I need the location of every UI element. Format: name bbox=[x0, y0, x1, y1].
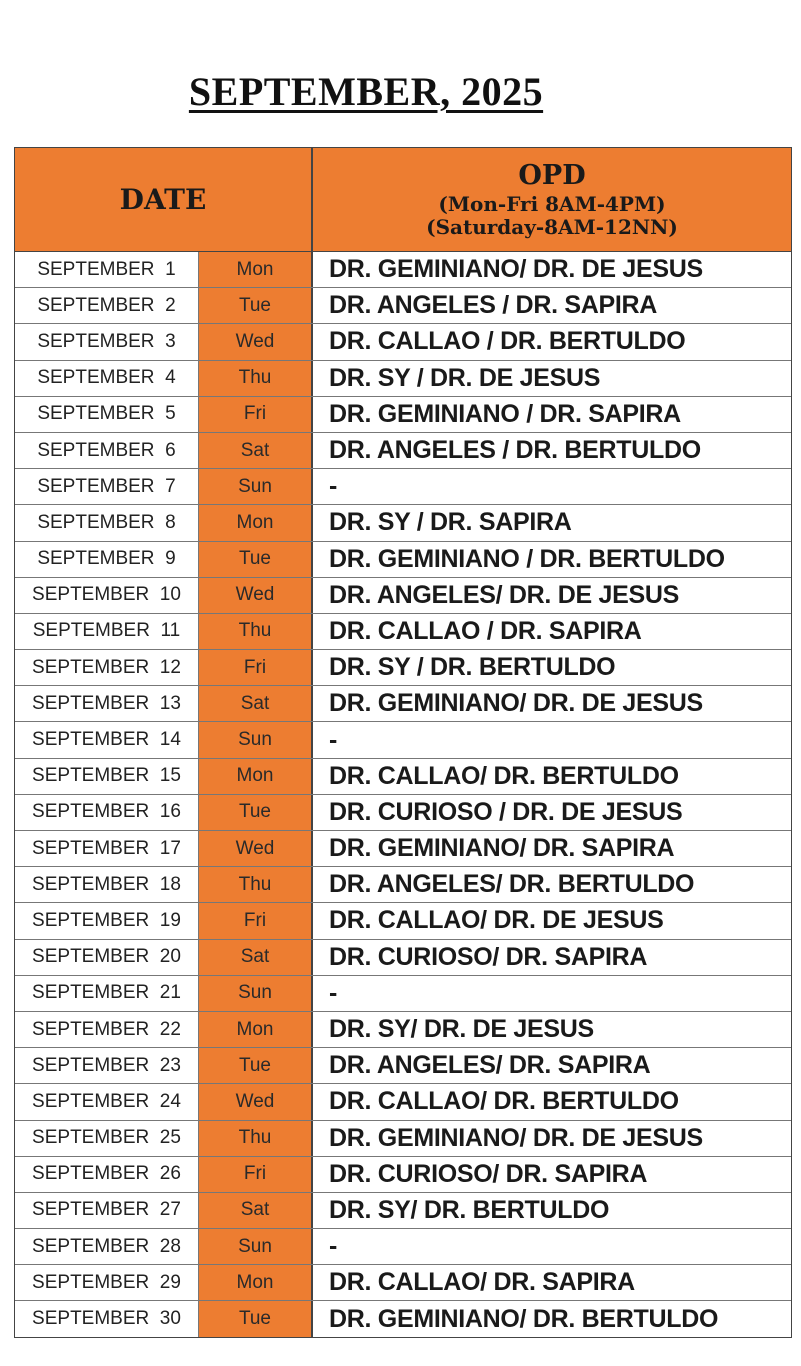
table-row bbox=[15, 578, 791, 614]
opd-doctors-cell: DR. CURIOSO / DR. DE JESUS bbox=[329, 797, 683, 826]
opd-doctors-cell: - bbox=[329, 725, 338, 754]
opd-doctors-cell: DR. GEMINIANO/ DR. BERTULDO bbox=[329, 1304, 719, 1333]
date-cell: SEPTEMBER 23 bbox=[15, 1048, 199, 1083]
opd-doctors-cell: DR. GEMINIANO/ DR. SAPIRA bbox=[329, 834, 675, 863]
weekday-cell: Wed bbox=[199, 578, 313, 613]
date-cell: SEPTEMBER 5 bbox=[15, 397, 199, 432]
table-header bbox=[15, 148, 791, 252]
weekday-cell: Fri bbox=[199, 397, 313, 432]
opd-doctors-cell: DR. CALLAO/ DR. SAPIRA bbox=[329, 1268, 635, 1297]
table-row bbox=[15, 1229, 791, 1265]
table-row bbox=[15, 831, 791, 867]
date-cell: SEPTEMBER 30 bbox=[15, 1301, 199, 1336]
weekday-cell: Wed bbox=[199, 324, 313, 359]
opd-doctors-cell: DR. ANGELES/ DR. DE JESUS bbox=[329, 580, 679, 609]
table-body bbox=[15, 252, 791, 1337]
date-cell: SEPTEMBER 17 bbox=[15, 831, 199, 866]
weekday-cell: Tue bbox=[199, 1048, 313, 1083]
weekday-cell: Thu bbox=[199, 1121, 313, 1156]
schedule-table bbox=[14, 147, 792, 1338]
date-cell: SEPTEMBER 2 bbox=[15, 288, 199, 323]
opd-doctors-cell: DR. SY/ DR. DE JESUS bbox=[329, 1015, 594, 1044]
weekday-cell: Mon bbox=[199, 1012, 313, 1047]
weekday-cell: Sat bbox=[199, 1193, 313, 1228]
weekday-cell: Sun bbox=[199, 469, 313, 504]
opd-doctors-cell: DR. GEMINIANO/ DR. DE JESUS bbox=[329, 1123, 703, 1152]
page-title: SEPTEMBER, 2025 bbox=[188, 69, 544, 114]
saturday-hours-label: (Saturday-8AM-12NN) bbox=[426, 215, 678, 240]
weekday-cell: Fri bbox=[199, 650, 313, 685]
date-cell: SEPTEMBER 7 bbox=[15, 469, 199, 504]
weekday-cell: Sun bbox=[199, 976, 313, 1011]
date-cell: SEPTEMBER 13 bbox=[15, 686, 199, 721]
weekday-cell: Sun bbox=[199, 1229, 313, 1264]
opd-doctors-cell: DR. CALLAO / DR. SAPIRA bbox=[329, 616, 642, 645]
table-row bbox=[15, 469, 791, 505]
opd-doctors-cell: DR. CALLAO/ DR. DE JESUS bbox=[329, 906, 664, 935]
weekday-cell: Thu bbox=[199, 614, 313, 649]
weekday-cell: Sat bbox=[199, 940, 313, 975]
weekday-cell: Mon bbox=[199, 759, 313, 794]
table-row bbox=[15, 650, 791, 686]
table-row bbox=[15, 288, 791, 324]
weekday-cell: Tue bbox=[199, 1301, 313, 1336]
table-row bbox=[15, 1265, 791, 1301]
date-cell: SEPTEMBER 21 bbox=[15, 976, 199, 1011]
opd-doctors-cell: DR. CALLAO / DR. BERTULDO bbox=[329, 327, 686, 356]
date-cell: SEPTEMBER 3 bbox=[15, 324, 199, 359]
weekday-cell: Mon bbox=[199, 252, 313, 287]
weekday-cell: Tue bbox=[199, 795, 313, 830]
opd-doctors-cell: DR. ANGELES / DR. SAPIRA bbox=[329, 291, 658, 320]
opd-doctors-cell: - bbox=[329, 978, 338, 1007]
opd-doctors-cell: DR. GEMINIANO / DR. SAPIRA bbox=[329, 399, 681, 428]
date-cell: SEPTEMBER 1 bbox=[15, 252, 199, 287]
date-cell: SEPTEMBER 4 bbox=[15, 361, 199, 396]
opd-doctors-cell: DR. SY/ DR. BERTULDO bbox=[329, 1195, 610, 1224]
opd-doctors-cell: DR. SY / DR. DE JESUS bbox=[329, 363, 601, 392]
date-cell: SEPTEMBER 18 bbox=[15, 867, 199, 902]
date-cell: SEPTEMBER 16 bbox=[15, 795, 199, 830]
table-row bbox=[15, 324, 791, 360]
opd-doctors-cell: DR. ANGELES/ DR. BERTULDO bbox=[329, 870, 695, 899]
table-row bbox=[15, 1301, 791, 1336]
weekday-cell: Tue bbox=[199, 542, 313, 577]
date-cell: SEPTEMBER 25 bbox=[15, 1121, 199, 1156]
weekday-cell: Wed bbox=[199, 831, 313, 866]
opd-doctors-cell: DR. CURIOSO/ DR. SAPIRA bbox=[329, 942, 648, 971]
table-row bbox=[15, 1121, 791, 1157]
date-cell: SEPTEMBER 14 bbox=[15, 722, 199, 757]
table-row bbox=[15, 397, 791, 433]
table-row bbox=[15, 1084, 791, 1120]
table-row bbox=[15, 1048, 791, 1084]
table-row bbox=[15, 976, 791, 1012]
table-row bbox=[15, 614, 791, 650]
weekday-cell: Sat bbox=[199, 433, 313, 468]
weekday-cell: Fri bbox=[199, 1157, 313, 1192]
date-cell: SEPTEMBER 24 bbox=[15, 1084, 199, 1119]
opd-doctors-cell: DR. GEMINIANO/ DR. DE JESUS bbox=[329, 255, 703, 284]
date-cell: SEPTEMBER 29 bbox=[15, 1265, 199, 1300]
table-row bbox=[15, 542, 791, 578]
date-cell: SEPTEMBER 9 bbox=[15, 542, 199, 577]
table-row bbox=[15, 903, 791, 939]
table-row bbox=[15, 759, 791, 795]
table-row bbox=[15, 505, 791, 541]
opd-doctors-cell: DR. ANGELES/ DR. SAPIRA bbox=[329, 1051, 651, 1080]
date-cell: SEPTEMBER 10 bbox=[15, 578, 199, 613]
weekday-hours-label: (Mon-Fri 8AM-4PM) bbox=[438, 192, 666, 217]
table-row bbox=[15, 1012, 791, 1048]
weekday-cell: Tue bbox=[199, 288, 313, 323]
table-row bbox=[15, 795, 791, 831]
table-row bbox=[15, 867, 791, 903]
opd-doctors-cell: DR. GEMINIANO/ DR. DE JESUS bbox=[329, 689, 703, 718]
date-cell: SEPTEMBER 28 bbox=[15, 1229, 199, 1264]
weekday-cell: Mon bbox=[199, 1265, 313, 1300]
opd-doctors-cell: DR. CALLAO/ DR. BERTULDO bbox=[329, 1087, 679, 1116]
date-cell: SEPTEMBER 22 bbox=[15, 1012, 199, 1047]
weekday-cell: Fri bbox=[199, 903, 313, 938]
date-cell: SEPTEMBER 8 bbox=[15, 505, 199, 540]
table-row bbox=[15, 940, 791, 976]
weekday-cell: Thu bbox=[199, 867, 313, 902]
opd-column-header bbox=[313, 148, 791, 251]
opd-doctors-cell: DR. CALLAO/ DR. BERTULDO bbox=[329, 761, 679, 790]
opd-doctors-cell: DR. SY / DR. SAPIRA bbox=[329, 508, 572, 537]
date-column-header: DATE bbox=[15, 148, 313, 251]
opd-header-title: OPD bbox=[518, 159, 586, 191]
table-row bbox=[15, 1193, 791, 1229]
opd-doctors-cell: - bbox=[329, 1232, 338, 1261]
opd-doctors-cell: DR. GEMINIANO / DR. BERTULDO bbox=[329, 544, 725, 573]
weekday-cell: Sun bbox=[199, 722, 313, 757]
weekday-cell: Thu bbox=[199, 361, 313, 396]
date-cell: SEPTEMBER 12 bbox=[15, 650, 199, 685]
table-row bbox=[15, 686, 791, 722]
opd-doctors-cell: - bbox=[329, 472, 338, 501]
date-cell: SEPTEMBER 26 bbox=[15, 1157, 199, 1192]
weekday-cell: Sat bbox=[199, 686, 313, 721]
opd-doctors-cell: DR. ANGELES / DR. BERTULDO bbox=[329, 436, 701, 465]
opd-doctors-cell: DR. SY / DR. BERTULDO bbox=[329, 653, 616, 682]
table-row bbox=[15, 722, 791, 758]
table-row bbox=[15, 361, 791, 397]
table-row bbox=[15, 1157, 791, 1193]
table-row bbox=[15, 433, 791, 469]
date-cell: SEPTEMBER 15 bbox=[15, 759, 199, 794]
date-cell: SEPTEMBER 27 bbox=[15, 1193, 199, 1228]
weekday-cell: Wed bbox=[199, 1084, 313, 1119]
date-cell: SEPTEMBER 11 bbox=[15, 614, 199, 649]
opd-doctors-cell: DR. CURIOSO/ DR. SAPIRA bbox=[329, 1159, 648, 1188]
date-cell: SEPTEMBER 6 bbox=[15, 433, 199, 468]
date-cell: SEPTEMBER 19 bbox=[15, 903, 199, 938]
date-cell: SEPTEMBER 20 bbox=[15, 940, 199, 975]
weekday-cell: Mon bbox=[199, 505, 313, 540]
table-row bbox=[15, 252, 791, 288]
